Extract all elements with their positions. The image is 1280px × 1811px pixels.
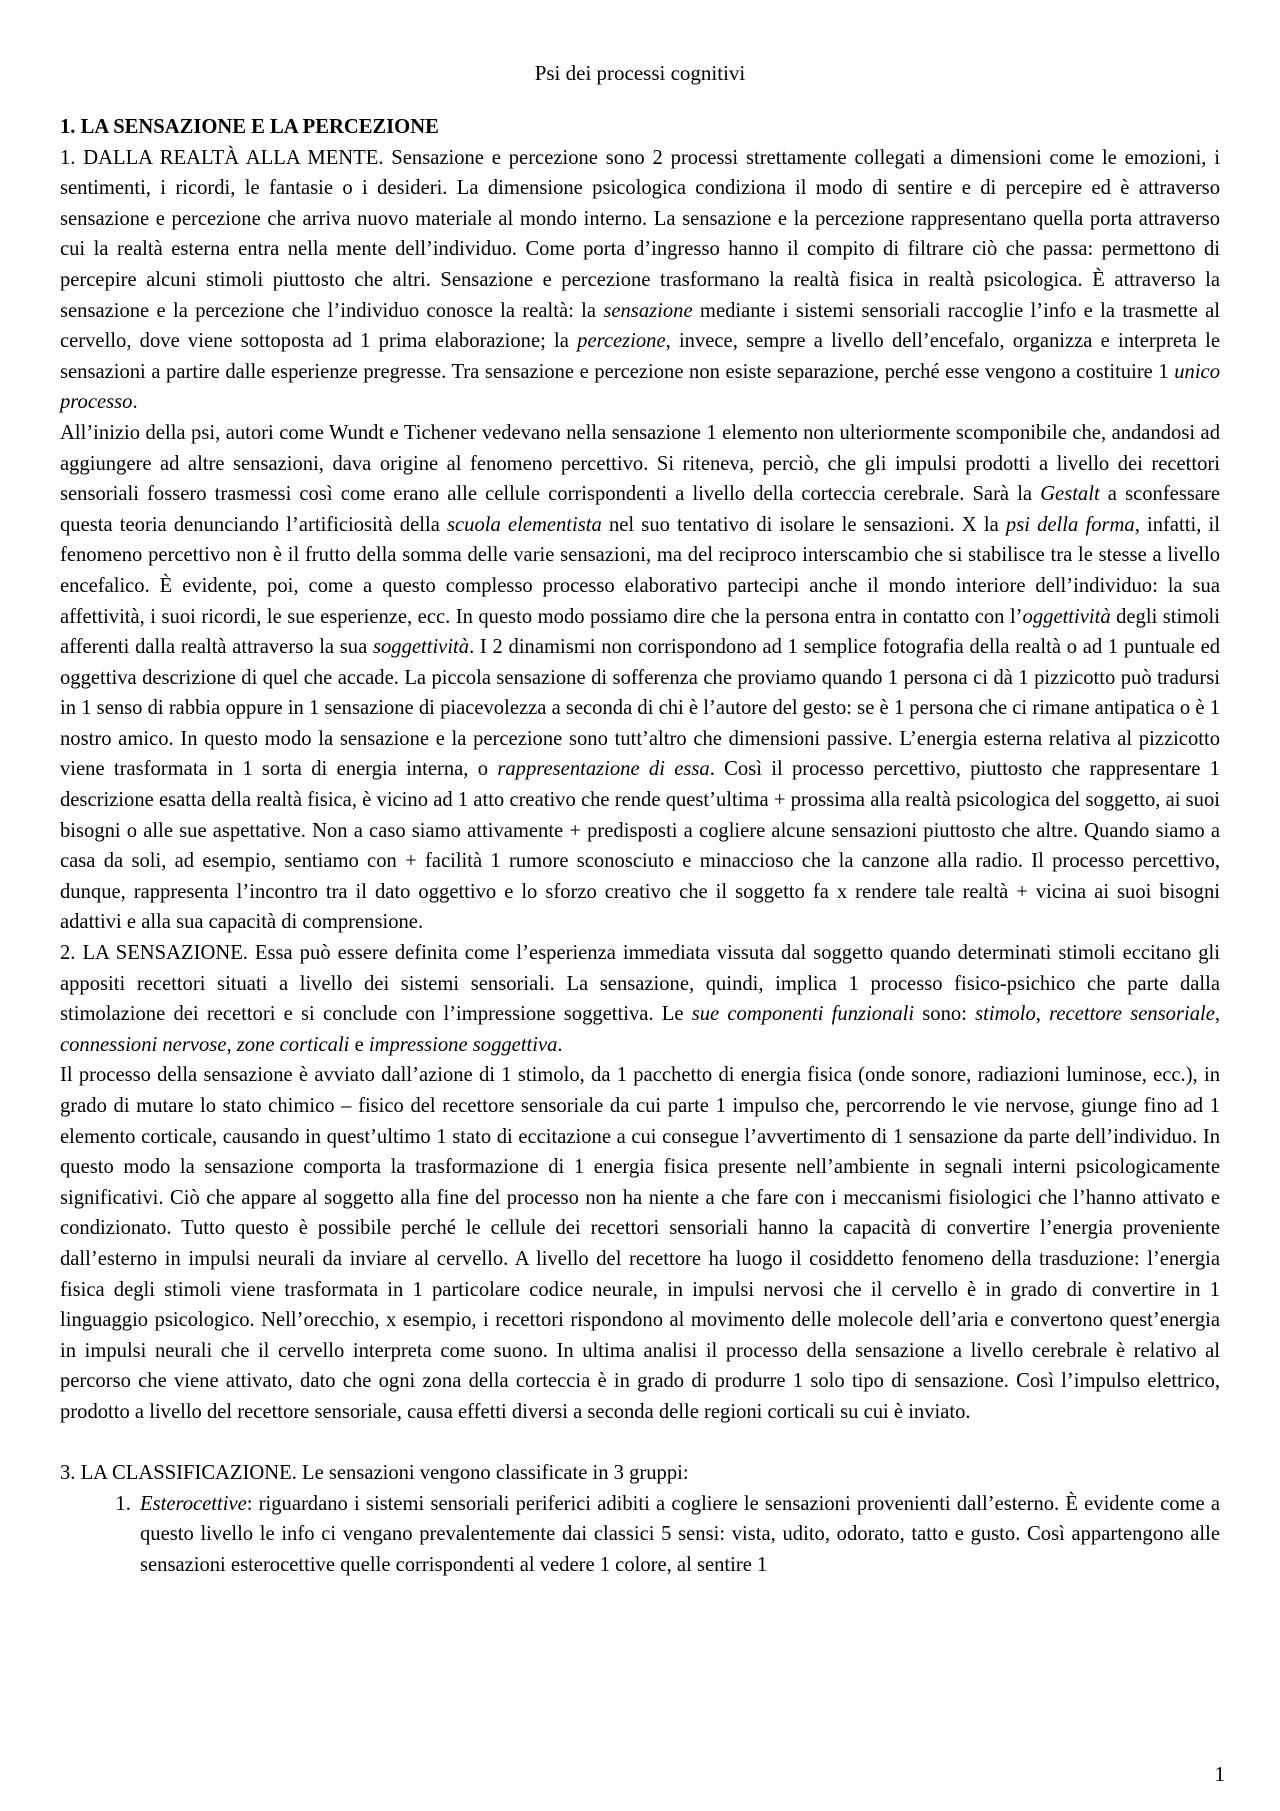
paragraph: [60, 1060, 1220, 1427]
classification-item: [136, 1489, 1220, 1581]
classification-list: [60, 1489, 1220, 1581]
text-run: . Così il processo percettivo, piuttosto che rappresentare 1 descrizione esatta della realtà fisica, è vicino ad 1 atto creativo che rende quest’ultima + prossima alla realtà psicologica del soggetto, ai suoi bisogni o alle sue aspettative. Non a caso siamo attivamente + predisposti a cogliere alcune sensazioni piuttosto che altre. Quando siamo a casa da soli, ad esempio, sentiamo con + facilità 1 rumore sconosciuto e minaccioso che la canzone alla radio. Il processo percettivo, dunque, rappresenta l’incontro tra il dato oggettivo e lo sforzo creativo che il soggetto fa x rendere tale realtà + vicina ai suoi bisogni adattivi e alla sua capacità di comprensione.: [60, 758, 1220, 934]
italic-term: percezione: [577, 330, 666, 353]
document-title: Psi dei processi cognitivi: [534, 61, 746, 85]
italic-term: Gestalt: [1040, 483, 1100, 506]
text-run: Il processo della sensazione è avviato dall’azione di 1 stimolo, da 1 pacchetto di energia fisica (onde sonore, radiazioni luminose, ecc.), in grado di mutare lo stato chimico – fisico del recettore sensoriale da cui parte 1 impulso che, percorrendo le vie nervose, giunge fino ad 1 elemento corticale, causando in quest’ultimo 1 stato di eccitazione a cui consegue l’avvertimento di 1 sensazione da parte dell’individuo. In questo modo la sensazione comporta la trasformazione di 1 energia fisica presente nell’ambiente in segnali interni psicologicamente significativi. Ciò che appare al soggetto alla fine del processo non ha niente a che fare con i meccanismi fisiologici che l’hanno attivato e condizionato. Tutto questo è possibile perché le cellule dei recettori sensoriali hanno la capacità di convertire l’energia proveniente dall’esterno in impulsi neurali da inviare al cervello. A livello del recettore ha luogo il cosiddetto fenomeno della trasduzione: l’energia fisica degli stimoli viene trasformata in 1 particolare codice neurale, in impulsi nervosi che il cervello è in grado di convertire in 1 linguaggio psicologico. Nell’orecchio, x esempio, i recettori rispondono al movimento delle molecole dell’aria e convertono quest’energia in impulsi neurali che il cervello interpreta come suono. In ultima analisi il processo della sensazione a livello cerebrale è relativo al percorso che viene attivato, dato che ogni zona della corteccia è in grado di produrre 1 solo tipo di sensazione. Così l’impulso elettrico, prodotto a livello del recettore sensoriale, causa effetti diversi a seconda delle regioni corticali su cui è inviato.: [60, 1064, 1220, 1423]
italic-term: Esterocettive: [140, 1492, 247, 1515]
text-run: , infatti, il fenomeno percettivo non è il frutto della somma delle varie sensazioni, ma del reciproco interscambio che si stabilisce tra le stesse a livello encefalico. È evidente, poi, come a questo complesso processo elaborativo partecipi anche il mondo interiore dell’individuo: la sua affettività, i suoi ricordi, le sue esperienze, ecc. In questo modo possiamo dire che la persona entra in contatto con l’: [60, 513, 1220, 628]
italic-term: unico processo: [60, 360, 1220, 414]
classification-intro: 3. LA CLASSIFICAZIONE. Le sensazioni vengono classificate in 3 gruppi:: [60, 1462, 689, 1485]
paragraph: [60, 418, 1220, 938]
italic-term: psi della forma: [1005, 513, 1135, 536]
italic-term: connessioni nervose: [60, 1033, 227, 1056]
text-run: : riguardano i sistemi sensoriali periferici adibiti a cogliere le sensazioni provenienti dall’esterno. È evidente come a questo livello le info ci vengano prevalentemente dai classici 5 sensi: vista, udito, odorato, tatto e gusto. Così appartengono alle sensazioni esterocettive quelle corrispondenti al vedere 1 colore, al sentire 1: [140, 1492, 1220, 1576]
text-run: ,: [226, 1033, 237, 1056]
blank-line: [60, 1428, 1220, 1459]
text-run: ,: [1035, 1003, 1050, 1026]
text-run: nel suo tentativo di isolare le sensazioni. X la: [601, 513, 1006, 536]
paragraph: [60, 938, 1220, 1060]
text-run: .: [557, 1033, 563, 1056]
italic-term: zone corticali: [236, 1033, 350, 1056]
italic-term: soggettività: [372, 636, 470, 659]
text-run: ,: [1214, 1003, 1221, 1026]
text-run: All’inizio della psi, autori come Wundt e Tichener vedevano nella sensazione 1 elemento non ulteriormente scomponibile che, andandosi ad aggiungere ad altre sensazioni, dava origine al fenomeno percettivo. Si riteneva, perciò, che gli impulsi prodotti a livello dei recettori sensoriali fossero trasmessi così come erano alle cellule corrispondenti a livello della corteccia cerebrale. Sarà la: [60, 421, 1220, 506]
italic-term: recettore sensoriale: [1049, 1003, 1215, 1026]
page-number: 1: [1214, 1762, 1225, 1786]
text-run: mediante i sistemi sensoriali raccoglie l’info e la trasmette al cervello, dove viene sottoposta ad 1 prima elaborazione; la: [60, 299, 1220, 353]
text-run: 2. LA SENSAZIONE. Essa può essere definita come l’esperienza immediata vissuta dal soggetto quando determinati stimoli eccitano gli appositi recettori situati a livello dei sistemi sensoriali. La sensazione, quindi, implica 1 processo fisico-psichico che parte dalla stimolazione dei recettori e si conclude con l’impressione soggettiva. Le: [60, 942, 1220, 1026]
text-run: a sconfessare questa teoria denunciando l’artificiosità della: [60, 483, 1220, 536]
italic-term: oggettività: [1022, 605, 1111, 628]
italic-term: impressione soggettiva: [368, 1033, 558, 1056]
paragraph: [60, 143, 1220, 418]
italic-term: stimolo: [975, 1003, 1036, 1026]
italic-term: scuola elementista: [447, 513, 602, 536]
text-run: degli stimoli afferenti dalla realtà attraverso la sua: [60, 605, 1220, 659]
text-run: . I 2 dinamismi non corrispondono ad 1 semplice fotografia della realtà o ad 1 puntuale ed oggettiva descrizione di quel che accade. La piccola sensazione di sofferenza che proviamo quando 1 persona ci dà 1 pizzicotto può tradursi in 1 senso di rabbia oppure in 1 sensazione di piacevolezza a seconda di chi è l’autore del gesto: se è 1 persona che ci rimane antipatica o è 1 nostro amico. In questo modo la sensazione e la percezione sono tutt’altro che dimensioni passive. L’energia esterna relativa al pizzicotto viene trasformata in 1 sorta di energia interna, o: [60, 636, 1221, 781]
text-run: 1. DALLA REALTÀ ALLA MENTE. Sensazione e percezione sono 2 processi strettamente collegati a dimensioni come le emozioni, i sentimenti, i ricordi, le fantasie o i desideri. La dimensione psicologica condiziona il modo di sentire e di percepire ed è attraverso sensazione e percezione che arriva nuovo materiale al mondo interno. La sensazione e la percezione rappresentano quella porta attraverso cui la realtà esterna entra nella mente dell’individuo. Come porta d’ingresso hanno il compito di filtrare ciò che passa: permettono di percepire alcuni stimoli piuttosto che altri. Sensazione e percezione trasformano la realtà fisica in realtà psicologica. È attraverso la sensazione e la percezione che l’individuo conosce la realtà: la: [60, 146, 1220, 322]
text-run: , invece, sempre a livello dell’encefalo, organizza e interpreta le sensazioni a partire dalle esperienze pregresse. Tra sensazione e percezione non esiste separazione, perché esse vengono a costituire 1: [60, 330, 1221, 383]
section-heading: 1. LA SENSAZIONE E LA PERCEZIONE: [60, 116, 439, 138]
italic-term: sensazione: [603, 299, 693, 322]
document-body: [60, 112, 1220, 1581]
text-run: .: [132, 391, 138, 414]
text-run: sono:: [914, 1003, 976, 1026]
italic-term: sue componenti funzionali: [691, 1003, 915, 1026]
text-run: e: [349, 1033, 369, 1056]
italic-term: rappresentazione di essa: [497, 758, 710, 781]
